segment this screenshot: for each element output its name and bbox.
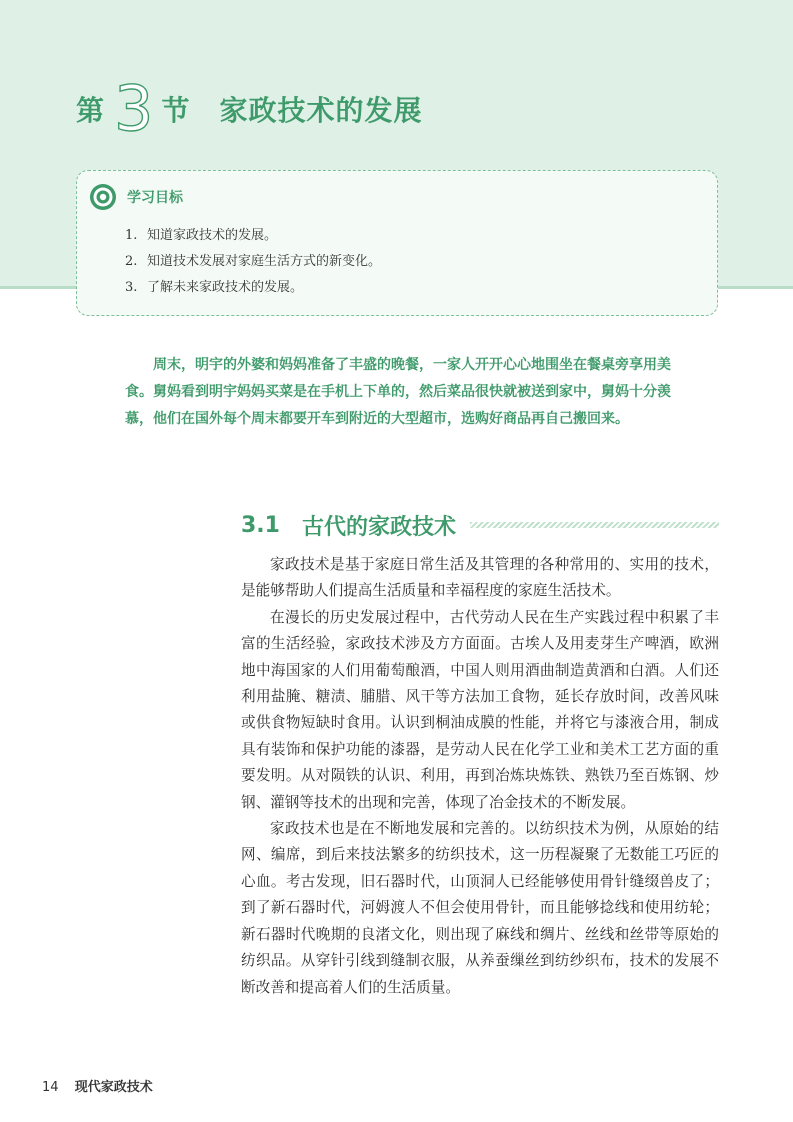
chapter-title — [76, 74, 423, 144]
chapter-prefix: 第 — [76, 94, 105, 127]
page-number: 14 — [42, 1080, 59, 1095]
learning-goals-list — [125, 223, 381, 301]
book-title: 现代家政技术 — [74, 1080, 153, 1095]
goal-text: 知道家政技术的发展。 — [147, 228, 278, 243]
learning-goals-header — [89, 183, 183, 211]
body-paragraph: 家政技术也是在不断地发展和完善的。以纺织技术为例，从原始的结网、编席，到后来技法繁多的纺织技术，这一历程凝聚了无数能工巧匠的心血。考古发现，旧石器时代，山顶洞人已经能够使用骨针缝缀兽皮了；到了新石器时代，河姆渡人不但会使用骨针，而且能够捻线和使用纺轮；新石器时代晚期的良渚文化，则出现了麻线和绸片、丝线和丝带等原始的纺织品。从穿针引线到缝制衣服，从养蚕缫丝到纺纱织布，技术的发展不断改善和提高着人们的生活质量。 — [241, 820, 719, 996]
goal-text: 知道技术发展对家庭生活方式的新变化。 — [147, 254, 382, 269]
goal-item — [125, 249, 381, 275]
chapter-name: 家政技术的发展 — [219, 94, 423, 127]
goal-item — [125, 275, 381, 301]
goal-item — [125, 223, 381, 249]
goal-number: 3. — [125, 280, 138, 295]
body-text — [241, 552, 719, 1001]
section-rule — [470, 522, 719, 528]
page-footer — [42, 1076, 153, 1095]
intro-scenario: 周末，明宇的外婆和妈妈准备了丰盛的晚餐，一家人开开心心地围坐在餐桌旁享用美食。舅妈看到明宇妈妈买菜是在手机上下单的，然后菜品很快就被送到家中，舅妈十分羡慕，他们在国外每个周末都要开车到附近的大型超市，选购好商品再自己搬回来。 — [125, 357, 671, 427]
learning-goals-label: 学习目标 — [127, 190, 183, 206]
chapter-suffix: 节 — [161, 94, 190, 127]
section-number: 3.1 — [241, 512, 280, 538]
body-paragraph: 在漫长的历史发展过程中，古代劳动人民在生产实践过程中积累了丰富的生活经验，家政技术涉及方方面面。古埃人及用麦芽生产啤酒，欧洲地中海国家的人们用葡萄酿酒，中国人则用酒曲制造黄酒和白酒。人们还利用盐腌、糖渍、脯腊、风干等方法加工食物，延长存放时间，改善风味或供食物短缺时食用。认识到桐油成膜的性能，并将它与漆液合用，制成具有装饰和保护功能的漆器，是劳动人民在化学工业和美术工艺方面的重要发明。从对陨铁的认识、利用，再到冶炼块炼铁、熟铁乃至百炼钢、炒钢、灌钢等技术的出现和完善，体现了冶金技术的不断发展。 — [241, 608, 719, 811]
section-heading — [241, 505, 719, 545]
target-icon — [89, 183, 117, 211]
chapter-number: 3 — [114, 72, 154, 145]
section-title: 古代的家政技术 — [301, 514, 456, 540]
body-paragraph: 家政技术是基于家庭日常生活及其管理的各种常用的、实用的技术，是能够帮助人们提高生活质量和幸福程度的家庭生活技术。 — [241, 556, 719, 600]
goal-number: 1. — [125, 228, 138, 243]
goal-text: 了解未来家政技术的发展。 — [147, 280, 304, 295]
goal-number: 2. — [125, 254, 138, 269]
learning-goals-box — [76, 170, 718, 316]
